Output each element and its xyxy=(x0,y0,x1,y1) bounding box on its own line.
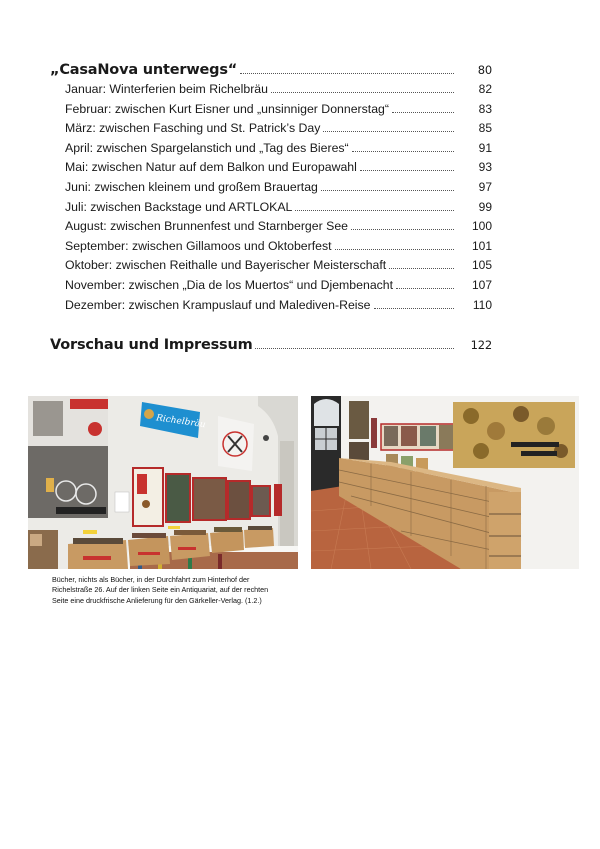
toc-entry[interactable] xyxy=(50,298,492,318)
toc-section-title: „CasaNova unterwegs“ xyxy=(50,62,238,78)
toc-entry-label: August: zwischen Brunnenfest und Starnberger See xyxy=(65,219,349,234)
toc-entry[interactable] xyxy=(50,180,492,200)
toc-page-number: 97 xyxy=(478,179,492,194)
toc-spacer xyxy=(50,317,492,337)
toc-entry[interactable] xyxy=(50,200,492,220)
toc-page-number: 80 xyxy=(477,63,492,77)
dot-leader xyxy=(360,170,454,171)
toc-entry[interactable] xyxy=(50,278,492,298)
toc-entry-label: Oktober: zwischen Reithalle und Bayerischer Meisterschaft xyxy=(65,258,387,273)
bookshop-illustration xyxy=(28,396,298,569)
dot-leader xyxy=(389,268,454,269)
toc-page-number: 122 xyxy=(470,338,492,353)
caption-line: Bücher, nichts als Bücher, in der Durchfahrt zum Hinterhof der xyxy=(52,575,250,584)
toc-section-vorschau[interactable] xyxy=(50,337,492,357)
toc-entry[interactable] xyxy=(50,102,492,122)
toc-section-title: Vorschau und Impressum xyxy=(50,337,253,354)
toc-entry[interactable] xyxy=(50,219,492,239)
toc-page-number: 105 xyxy=(471,258,492,273)
toc-section-casanova[interactable] xyxy=(50,62,492,82)
toc-page-number: 93 xyxy=(478,160,492,175)
caption-line: Seite eine druckfrische Anlieferung für den Gärkeller-Verlag. (1.2.) xyxy=(52,595,262,605)
dot-leader xyxy=(392,112,454,113)
toc-entry[interactable] xyxy=(50,160,492,180)
toc-entry-label: April: zwischen Spargelanstich und „Tag des Bieres“ xyxy=(65,140,349,155)
dot-leader xyxy=(323,131,454,132)
toc-entry-label: Dezember: zwischen Krampuslauf und Malediven-Reise xyxy=(65,297,371,312)
toc-entry[interactable] xyxy=(50,239,492,259)
caption-line: Richelstraße 26. Auf der linken Seite ein Antiquariat, auf der rechten xyxy=(52,585,269,595)
toc-entry-label: Juli: zwischen Backstage und ARTLOKAL xyxy=(65,199,293,214)
toc-entry[interactable] xyxy=(50,82,492,102)
dot-leader xyxy=(295,210,454,211)
dot-leader xyxy=(321,190,454,191)
toc-page-number: 100 xyxy=(471,219,492,234)
toc-page-number: 82 xyxy=(478,82,492,96)
dot-leader xyxy=(255,348,454,349)
hallway-illustration xyxy=(311,396,579,569)
toc-page-number: 110 xyxy=(472,297,492,312)
toc-page-number: 101 xyxy=(471,238,492,253)
toc-entry-label: November: zwischen „Dia de los Muertos“ und Djembenacht xyxy=(65,277,394,292)
dot-leader xyxy=(240,73,454,74)
dot-leader xyxy=(351,229,454,230)
toc-entry[interactable] xyxy=(50,121,492,141)
dot-leader xyxy=(271,92,454,93)
toc-entry[interactable] xyxy=(50,258,492,278)
photo-box-delivery xyxy=(311,396,579,569)
toc-entry-label: März: zwischen Fasching und St. Patrick’s Day xyxy=(65,121,321,136)
photo-bookshop-passage xyxy=(28,396,298,569)
toc-entry-label: Januar: Winterferien beim Richelbräu xyxy=(65,82,268,96)
dot-leader xyxy=(374,308,454,309)
photo-caption xyxy=(52,575,312,606)
toc-entry-label: Juni: zwischen kleinem und großem Brauertag xyxy=(65,179,318,194)
dot-leader xyxy=(396,288,454,289)
toc-entry-label: Mai: zwischen Natur auf dem Balkon und Europawahl xyxy=(65,160,357,175)
toc-entry-label: Februar: zwischen Kurt Eisner und „unsinniger Donnerstag“ xyxy=(65,101,389,116)
toc-page-number: 99 xyxy=(478,199,492,214)
toc-page-number: 83 xyxy=(478,101,492,116)
dot-leader xyxy=(335,249,454,250)
toc-entry-label: September: zwischen Gillamoos und Oktoberfest xyxy=(65,238,332,253)
toc-page-number: 107 xyxy=(471,277,492,292)
toc-page-number: 91 xyxy=(478,140,492,155)
toc-page-number: 85 xyxy=(478,121,492,136)
richelbraeu-sign-text: Richelbräu xyxy=(155,413,207,431)
table-of-contents xyxy=(50,62,492,357)
toc-entry[interactable] xyxy=(50,141,492,161)
dot-leader xyxy=(352,151,454,152)
